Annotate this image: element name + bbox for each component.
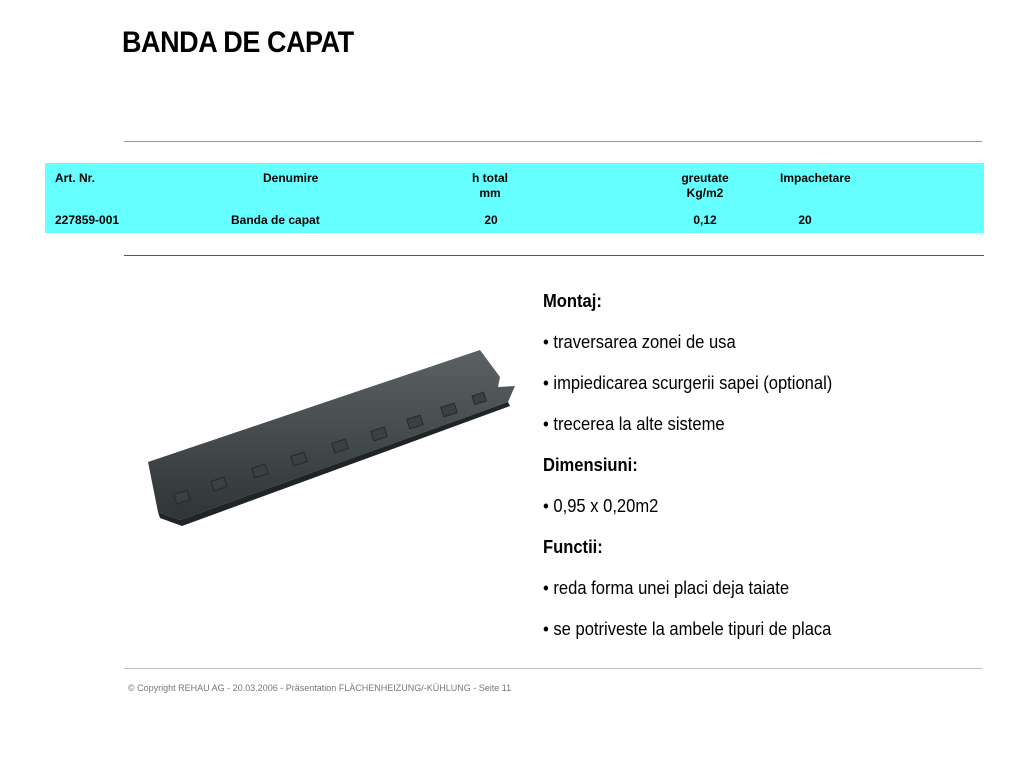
product-image <box>120 282 538 592</box>
header-h-total-line2: mm <box>479 186 501 200</box>
montaj-heading: Montaj: <box>543 291 602 311</box>
montaj-item: • impiedicarea scurgerii sapei (optional) <box>543 373 833 393</box>
header-greutate <box>665 171 745 201</box>
details-panel <box>543 290 993 659</box>
copyright-footer: © Copyright REHAU AG - 20.03.2006 - Präsentation FLÄCHENHEIZUNG/-KÜHLUNG - Seite 11 <box>128 683 512 693</box>
header-h-total <box>455 171 525 201</box>
functii-heading: Functii: <box>543 537 603 557</box>
header-h-total-line1: h total <box>472 171 508 185</box>
montaj-item: • trecerea la alte sisteme <box>543 414 725 434</box>
functii-item: • se potriveste la ambele tipuri de placa <box>543 619 832 639</box>
bottom-divider <box>124 668 982 669</box>
montaj-item: • traversarea zonei de usa <box>543 332 736 352</box>
middle-divider <box>124 255 984 256</box>
functii-item: • reda forma unei placi deja taiate <box>543 578 790 598</box>
cell-greutate: 0,12 <box>693 213 717 227</box>
header-denumire: Denumire <box>263 171 319 185</box>
product-table <box>45 163 984 233</box>
dimensiuni-heading: Dimensiuni: <box>543 455 638 475</box>
dimensiuni-item: • 0,95 x 0,20m2 <box>543 496 659 516</box>
page-title: BANDA DE CAPAT <box>122 26 354 59</box>
cell-impachetare: 20 <box>798 213 812 227</box>
header-art-nr: Art. Nr. <box>55 171 96 185</box>
header-greutate-line2: Kg/m2 <box>686 186 724 200</box>
header-impachetare: Impachetare <box>780 171 851 185</box>
cell-h-total: 20 <box>484 213 498 227</box>
top-divider <box>124 141 982 142</box>
cell-denumire: Banda de capat <box>231 213 320 227</box>
header-greutate-line1: greutate <box>681 171 729 185</box>
edge-strip <box>148 350 515 526</box>
cell-art-nr: 227859-001 <box>55 213 120 227</box>
